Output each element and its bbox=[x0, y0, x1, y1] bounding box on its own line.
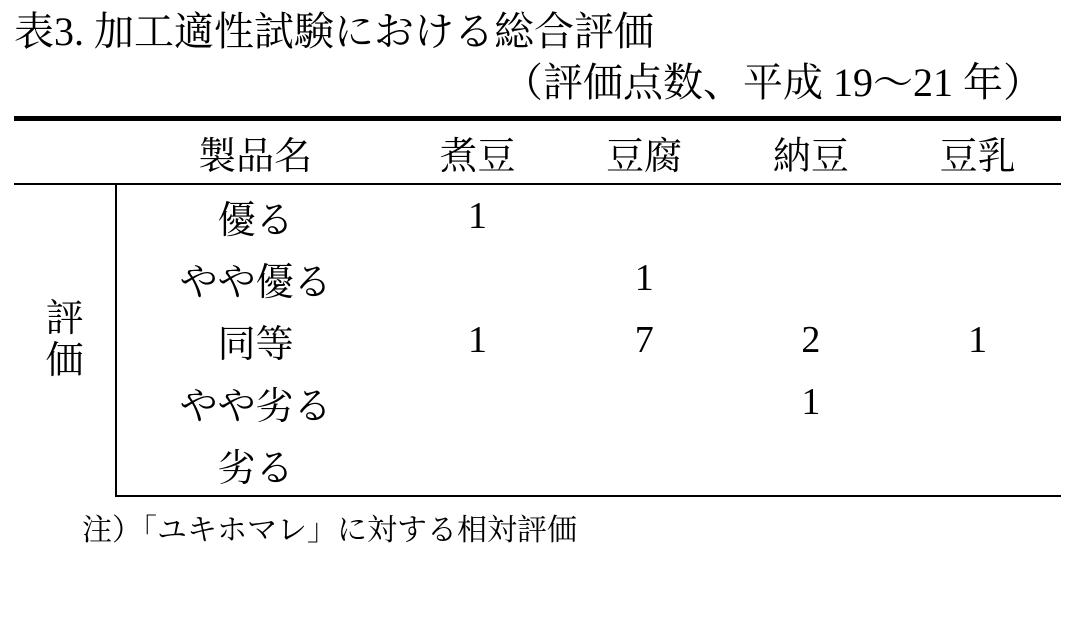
axis-label-evaluation bbox=[14, 184, 116, 496]
header-nimame: 煮豆 bbox=[394, 119, 561, 185]
cell-slightly-inferior-tonyu bbox=[894, 371, 1061, 433]
table-row bbox=[14, 371, 1061, 433]
row-label-superior: 優る bbox=[217, 199, 294, 242]
cell-equal-tofu: 7 bbox=[634, 319, 654, 362]
header-natto: 納豆 bbox=[728, 119, 895, 185]
header-corner-blank bbox=[14, 119, 116, 185]
cell-superior-tonyu bbox=[894, 184, 1061, 247]
cell-equal-nimame: 1 bbox=[467, 319, 487, 362]
table-row bbox=[14, 309, 1061, 371]
table-container bbox=[14, 116, 1061, 497]
cell-inferior-tonyu bbox=[894, 433, 1061, 496]
header-tonyu: 豆乳 bbox=[894, 119, 1061, 185]
cell-inferior-natto bbox=[728, 433, 895, 496]
table-title bbox=[14, 6, 1061, 108]
cell-superior-natto bbox=[728, 184, 895, 247]
cell-slightly-superior-nimame bbox=[394, 247, 561, 309]
cell-inferior-nimame bbox=[394, 433, 561, 496]
row-label-slightly-superior: やや優る bbox=[179, 261, 332, 304]
cell-slightly-inferior-tofu bbox=[561, 371, 728, 433]
row-label-inferior: 劣る bbox=[116, 433, 394, 496]
row-label-equal: 同等 bbox=[217, 323, 294, 366]
axis-label-char-1: 評 bbox=[45, 298, 84, 341]
cell-slightly-superior-tonyu bbox=[894, 247, 1061, 309]
cell-superior-nimame: 1 bbox=[467, 195, 487, 238]
table-title-line-1: 表3. 加工適性試験における総合評価 bbox=[14, 9, 654, 54]
cell-equal-tonyu: 1 bbox=[968, 319, 988, 362]
table-note: 注）「ユキホマレ」に対する相対評価 bbox=[82, 514, 577, 548]
cell-slightly-superior-natto bbox=[728, 247, 895, 309]
table-row bbox=[14, 184, 1061, 247]
cell-slightly-inferior-nimame bbox=[394, 371, 561, 433]
cell-equal-natto: 2 bbox=[801, 319, 821, 362]
header-product-name: 製品名 bbox=[116, 119, 394, 185]
cell-slightly-superior-tofu: 1 bbox=[634, 257, 654, 300]
table-title-line-2: （評価点数、平成 19〜21 年） bbox=[503, 60, 1043, 106]
table-row bbox=[14, 433, 1061, 496]
cell-inferior-tofu bbox=[561, 433, 728, 496]
row-label-slightly-inferior: やや劣る bbox=[179, 385, 332, 428]
header-tofu: 豆腐 bbox=[561, 119, 728, 185]
axis-label-char-2: 価 bbox=[45, 339, 84, 382]
cell-slightly-inferior-natto: 1 bbox=[801, 381, 821, 424]
cell-superior-tofu bbox=[561, 184, 728, 247]
evaluation-table bbox=[14, 116, 1061, 497]
table-header-row bbox=[14, 119, 1061, 185]
table-row bbox=[14, 247, 1061, 309]
